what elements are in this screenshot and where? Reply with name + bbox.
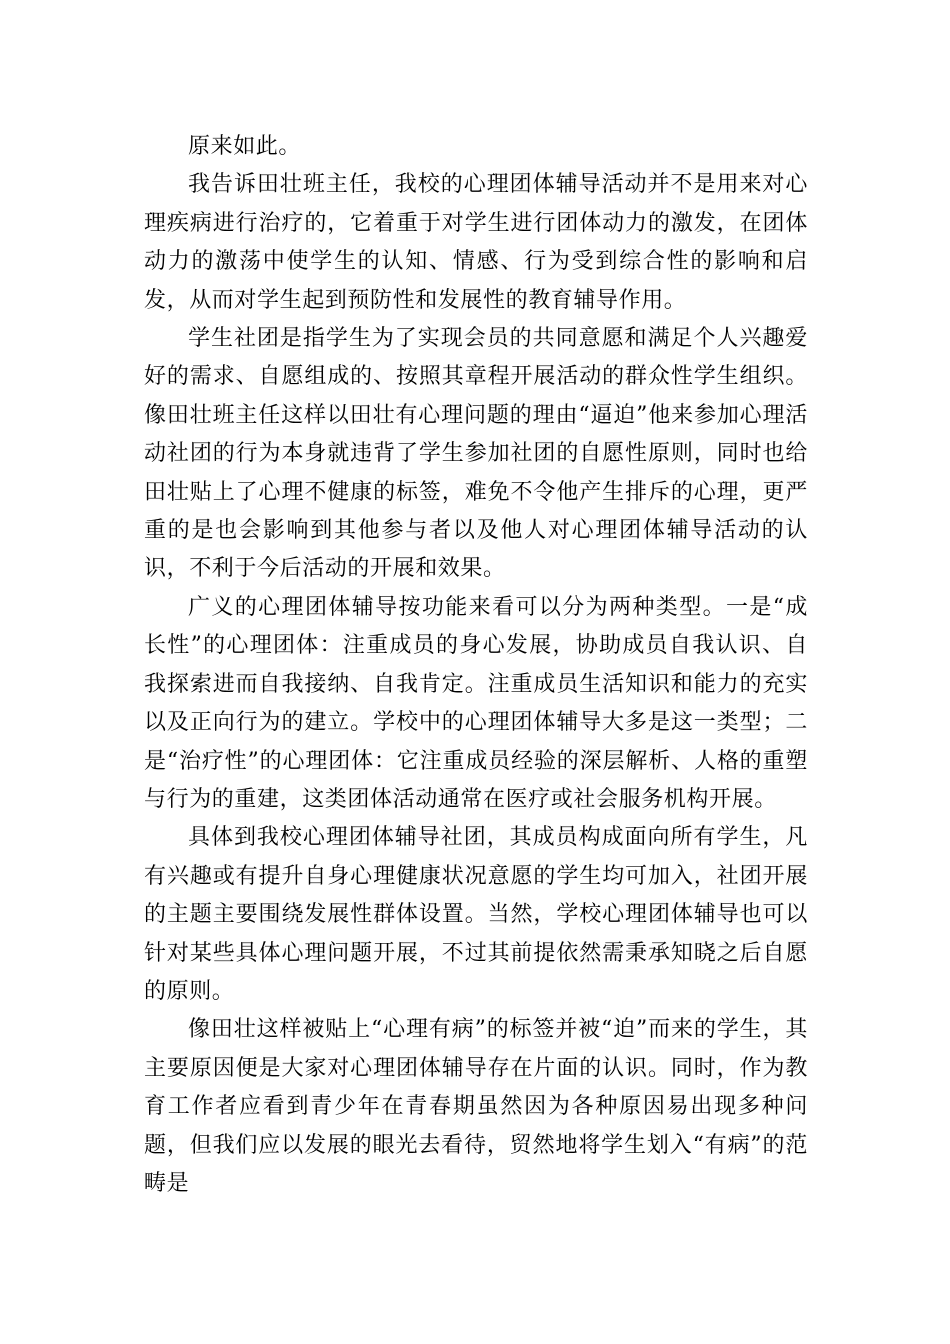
paragraph-6: 像田壮这样被贴上“心理有病”的标签并被“迫”而来的学生，其主要原因便是大家对心理团体辅导存在片面的认识。同时，作为教育工作者应看到青少年在青春期虽然因为各种原因易出现多种问题，但我们应以发展的眼光去看待，贸然地将学生划入“有病”的范畴是 — [144, 1017, 808, 1196]
paragraph-2: 我告诉田壮班主任，我校的心理团体辅导活动并不是用来对心理疾病进行治疗的，它着重于对学生进行团体动力的激发，在团体动力的激荡中使学生的认知、情感、行为受到综合性的影响和启发，从而对学生起到预防性和发展性的教育辅导作用。 — [144, 172, 808, 313]
paragraph-4: 广义的心理团体辅导按功能来看可以分为两种类型。一是“成长性”的心理团体：注重成员的身心发展，协助成员自我认识、自我探索进而自我接纳、自我肯定。注重成员生活知识和能力的充实以及正向行为的建立。学校中的心理团体辅导大多是这一类型；二是“治疗性”的心理团体：它注重成员经验的深层解析、人格的重塑与行为的重建，这类团体活动通常在医疗或社会服务机构开展。 — [144, 594, 808, 812]
paragraph-1: 原来如此。 — [188, 134, 302, 159]
body-text — [144, 128, 808, 1203]
paragraph-5: 具体到我校心理团体辅导社团，其成员构成面向所有学生，凡有兴趣或有提升自身心理健康状况意愿的学生均可加入，社团开展的主题主要围绕发展性群体设置。当然，学校心理团体辅导也可以针对某些具体心理问题开展，不过其前提依然需秉承知晓之后自愿的原则。 — [144, 825, 808, 1004]
paragraph-3: 学生社团是指学生为了实现会员的共同意愿和满足个人兴趣爱好的需求、自愿组成的、按照其章程开展活动的群众性学生组织。像田壮班主任这样以田壮有心理问题的理由“逼迫”他来参加心理活动社团的行为本身就违背了学生参加社团的自愿性原则，同时也给田壮贴上了心理不健康的标签，难免不令他产生排斥的心理，更严重的是也会影响到其他参与者以及他人对心理团体辅导活动的认识，不利于今后活动的开展和效果。 — [144, 326, 808, 582]
